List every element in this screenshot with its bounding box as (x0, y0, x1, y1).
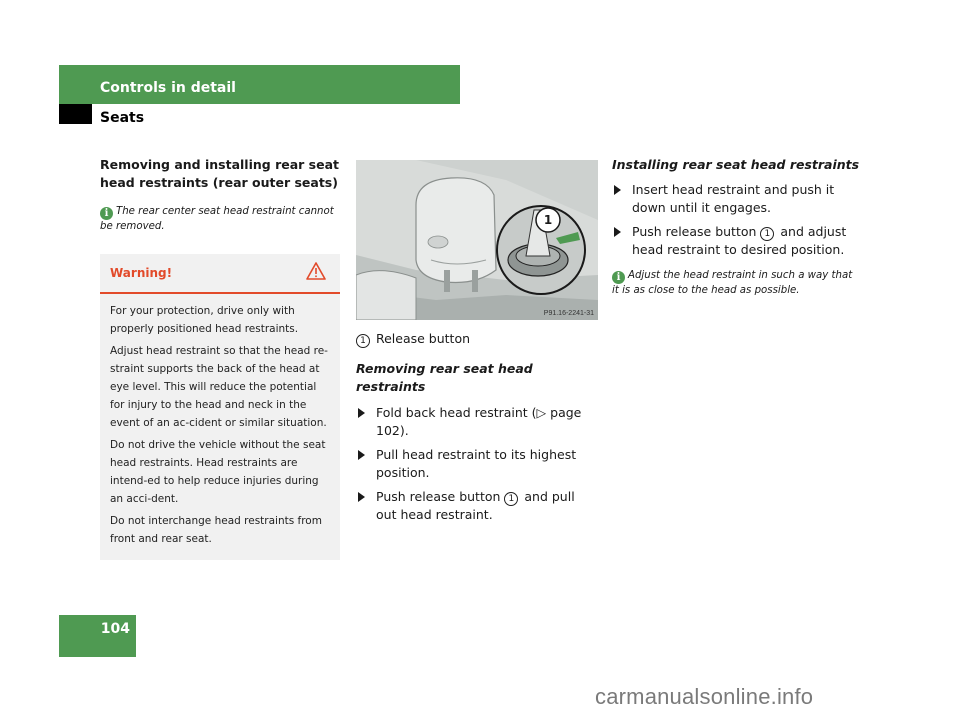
warning-paragraph: For your protection, drive only with properly positioned head restraints. (110, 305, 299, 335)
figure-caption (356, 330, 598, 348)
step-text: Insert head restraint and push it down until it engages. (632, 182, 835, 215)
step-text: Push release button (376, 489, 505, 504)
callout-number: 1 (504, 492, 518, 506)
step-text: Push release button (632, 224, 761, 239)
step-item (612, 223, 862, 259)
info-note-text: Adjust the head restraint in such a way that it is as close to the head as possible. (612, 270, 853, 296)
installing-heading: Installing rear seat head restraints (612, 157, 860, 172)
info-note (612, 269, 862, 298)
info-note-text: The rear center seat head restraint cannot be removed. (100, 206, 334, 232)
bullet-arrow-icon (358, 492, 365, 502)
figure-code: P91.16-2241-31 (543, 310, 594, 317)
step-text: Pull head restraint to its highest position. (376, 447, 577, 480)
page-number: 104 (100, 621, 130, 637)
step-text: and adjust head restraint to desired position. (632, 224, 847, 257)
column-left (100, 156, 340, 560)
svg-text:1: 1 (543, 213, 553, 227)
step-item (356, 446, 598, 482)
warning-header (100, 254, 340, 294)
header-marker (59, 104, 92, 124)
step-text: Fold back head restraint (▷ page 102). (376, 405, 582, 438)
section-title: Controls in detail (100, 80, 236, 96)
removing-heading: Removing rear seat head restraints (356, 361, 533, 394)
step-item (612, 181, 862, 217)
warning-triangle-icon (306, 262, 326, 280)
illustration-drawing (356, 160, 598, 320)
step-item (356, 488, 598, 524)
subsection-title: Seats (100, 110, 145, 126)
caption-text: Release button (375, 331, 471, 346)
watermark: carmanualsonline.info (595, 684, 814, 709)
callout-number: 1 (760, 227, 774, 241)
warning-label: Warning! (110, 266, 173, 280)
column-right (612, 156, 862, 298)
head-restraint-illustration (356, 160, 598, 320)
step-text: and pull out head restraint. (376, 489, 575, 522)
info-note (100, 205, 340, 234)
section-heading: Removing and installing rear seat head restraints (rear outer seats) (100, 157, 339, 190)
warning-paragraph: Adjust head restraint so that the head re-straint supports the back of the head at eye level. This will reduce the potential for injury to the head and neck in the event of an ac-cident or similar situation. (110, 345, 328, 429)
column-middle (356, 160, 598, 524)
step-item (356, 404, 598, 440)
warning-box (100, 254, 340, 560)
bullet-arrow-icon (358, 408, 365, 418)
page-number-box (59, 615, 136, 657)
info-icon: i (612, 271, 625, 284)
bullet-arrow-icon (358, 450, 365, 460)
warning-body (100, 294, 340, 548)
warning-paragraph: Do not interchange head restraints from front and rear seat. (110, 515, 322, 545)
bullet-arrow-icon (614, 185, 621, 195)
bullet-arrow-icon (614, 227, 621, 237)
info-icon: i (100, 207, 113, 220)
warning-paragraph: Do not drive the vehicle without the seat head restraints. Head restraints are intend-ed to help reduce injuries during an acci-dent. (110, 439, 326, 505)
callout-number: 1 (356, 334, 370, 348)
